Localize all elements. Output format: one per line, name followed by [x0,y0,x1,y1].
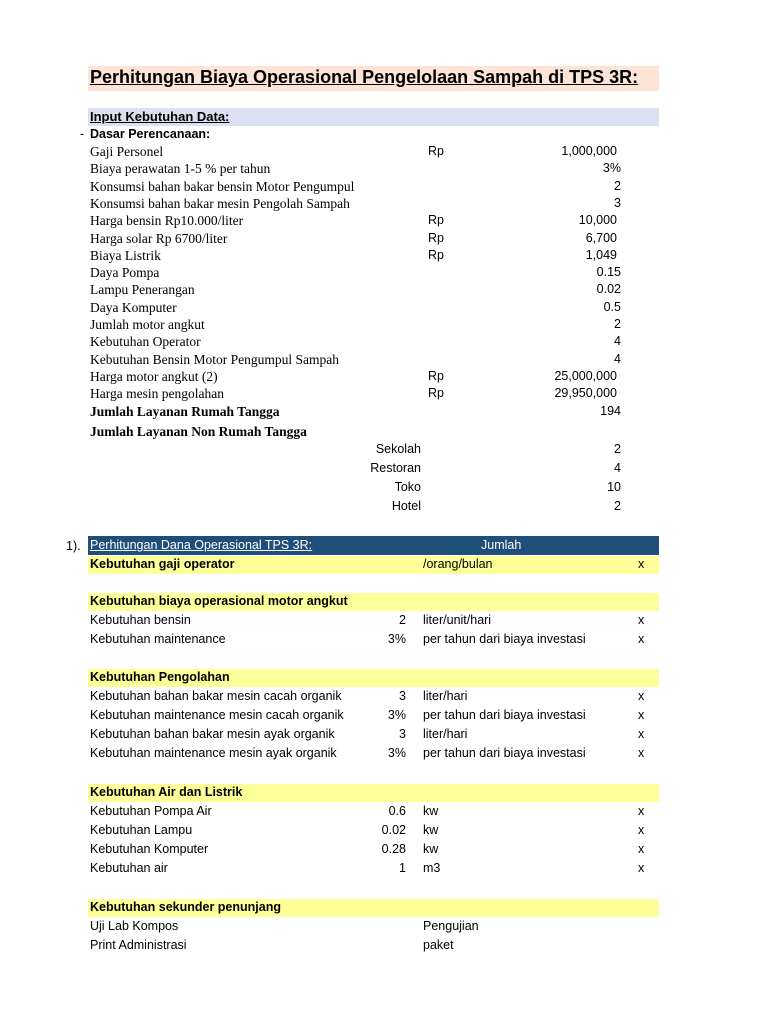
input-row-label: Harga mesin pengolahan [90,386,224,401]
gaji-label: Kebutuhan gaji operator [90,557,235,571]
section-header: Perhitungan Dana Operasional TPS 3R: [90,538,313,552]
group-row-label: Kebutuhan Lampu [90,823,193,837]
input-row-label: Kebutuhan Bensin Motor Pengumpul Sampah [90,352,339,367]
input-row-value: 0.5 [603,300,621,314]
input-header: Input Kebutuhan Data: [90,109,230,124]
section-number: 1). [66,539,81,553]
non-rumah-tangga-label: Jumlah Layanan Non Rumah Tangga [90,424,307,439]
group-row-unit: kw [423,823,439,837]
group-row-x: x [638,727,645,741]
input-row-value: 0.15 [596,265,621,279]
group-row-x: x [638,842,645,856]
group-row-x: x [638,804,645,818]
group-row-label: Uji Lab Kompos [90,919,179,933]
group-row-unit: liter/hari [423,689,468,703]
group-row-x: x [638,823,645,837]
group-row-quantity: 0.28 [381,842,406,856]
group-row-x: x [638,689,645,703]
non-rumah-tangga-item-label: Restoran [370,461,421,475]
group-row-quantity: 3% [387,708,406,722]
group-row-quantity: 0.6 [388,804,406,818]
page-title: Perhitungan Biaya Operasional Pengelolaan Sampah di TPS 3R: [90,67,639,87]
group-row-label: Kebutuhan Komputer [90,842,209,856]
group-row-label: Kebutuhan Pompa Air [90,804,212,818]
group-row-quantity: 1 [399,861,406,875]
non-rumah-tangga-item-value: 2 [614,442,621,456]
non-rumah-tangga-item-label: Hotel [391,499,421,513]
input-row-unit: Rp [428,248,444,262]
group-row-unit: per tahun dari biaya investasi [423,746,586,760]
input-row-value: 0.02 [596,282,621,296]
group-row-unit: per tahun dari biaya investasi [423,708,586,722]
input-row-label: Konsumsi bahan bakar bensin Motor Pengumpul [90,179,355,194]
group-row-unit: liter/unit/hari [423,613,492,627]
input-row-value: 2 [614,317,621,331]
non-rumah-tangga-item-label: Sekolah [375,442,421,456]
input-row-label: Biaya perawatan 1-5 % per tahun [90,161,271,176]
group-row-label: Kebutuhan maintenance [90,632,226,646]
group-row-label: Print Administrasi [90,938,187,952]
group-row-unit: paket [423,938,454,952]
input-row-label: Harga solar Rp 6700/liter [90,231,228,246]
input-row-value: 2 [614,179,621,193]
jumlah-header: Jumlah [481,538,522,552]
input-row-label: Gaji Personel [90,144,164,159]
group-row-unit: m3 [423,861,441,875]
section-header-bar [88,536,659,555]
group-row-unit: liter/hari [423,727,468,741]
rumah-tangga-value: 194 [600,404,621,418]
group-row-x: x [638,613,645,627]
input-row-value: 10,000 [578,213,617,227]
group-row-quantity: 3% [387,632,406,646]
dasar-label: Dasar Perencanaan: [90,127,211,141]
input-row-value: 3 [614,196,621,210]
input-row-label: Lampu Penerangan [90,282,195,297]
input-row-label: Harga bensin Rp10.000/liter [90,213,244,228]
group-title: Kebutuhan biaya operasional motor angkut [90,594,348,608]
group-title: Kebutuhan Pengolahan [90,670,230,684]
input-row-unit: Rp [428,386,444,400]
group-row-x: x [638,746,645,760]
group-row-quantity: 2 [399,613,406,627]
group-row-unit: Pengujian [423,919,479,933]
group-row-label: Kebutuhan bahan bakar mesin ayak organik [90,727,335,741]
input-row-value: 1,049 [585,248,617,262]
group-row-quantity: 3% [387,746,406,760]
group-row-x: x [638,632,645,646]
non-rumah-tangga-item-value: 10 [607,480,621,494]
group-row-label: Kebutuhan air [90,861,168,875]
group-row-unit: kw [423,842,439,856]
input-row-value: 3% [602,161,621,175]
input-row-label: Jumlah motor angkut [90,317,205,332]
input-row-value: 4 [614,352,621,366]
rumah-tangga-label: Jumlah Layanan Rumah Tangga [90,404,280,419]
input-row-unit: Rp [428,231,444,245]
group-row-quantity: 3 [399,689,406,703]
group-title: Kebutuhan Air dan Listrik [90,785,243,799]
gaji-x: x [638,557,645,571]
group-row-label: Kebutuhan maintenance mesin ayak organik [90,746,337,760]
input-row-label: Biaya Listrik [90,248,161,263]
input-row-unit: Rp [428,369,444,383]
input-row-value: 1,000,000 [561,144,617,158]
group-row-x: x [638,708,645,722]
group-row-quantity: 3 [399,727,406,741]
dasar-bullet: - [80,127,85,141]
non-rumah-tangga-item-label: Toko [394,480,421,494]
group-row-x: x [638,861,645,875]
input-row-value: 4 [614,334,621,348]
input-row-label: Harga motor angkut (2) [90,369,218,384]
group-row-label: Kebutuhan bensin [90,613,191,627]
input-row-label: Konsumsi bahan bakar mesin Pengolah Sampah [90,196,350,211]
group-row-label: Kebutuhan bahan bakar mesin cacah organik [90,689,342,703]
group-title: Kebutuhan sekunder penunjang [90,900,281,914]
group-row-unit: kw [423,804,439,818]
input-row-value: 25,000,000 [554,369,617,383]
group-row-label: Kebutuhan maintenance mesin cacah organik [90,708,344,722]
input-row-label: Kebutuhan Operator [90,334,201,349]
input-row-unit: Rp [428,144,444,158]
input-row-label: Daya Komputer [90,300,177,315]
input-row-value: 29,950,000 [554,386,617,400]
input-row-unit: Rp [428,213,444,227]
input-row-value: 6,700 [585,231,617,245]
group-row-quantity: 0.02 [381,823,406,837]
gaji-unit: /orang/bulan [423,557,493,571]
group-row-unit: per tahun dari biaya investasi [423,632,586,646]
non-rumah-tangga-item-value: 2 [614,499,621,513]
non-rumah-tangga-item-value: 4 [614,461,621,475]
input-row-label: Daya Pompa [90,265,160,280]
